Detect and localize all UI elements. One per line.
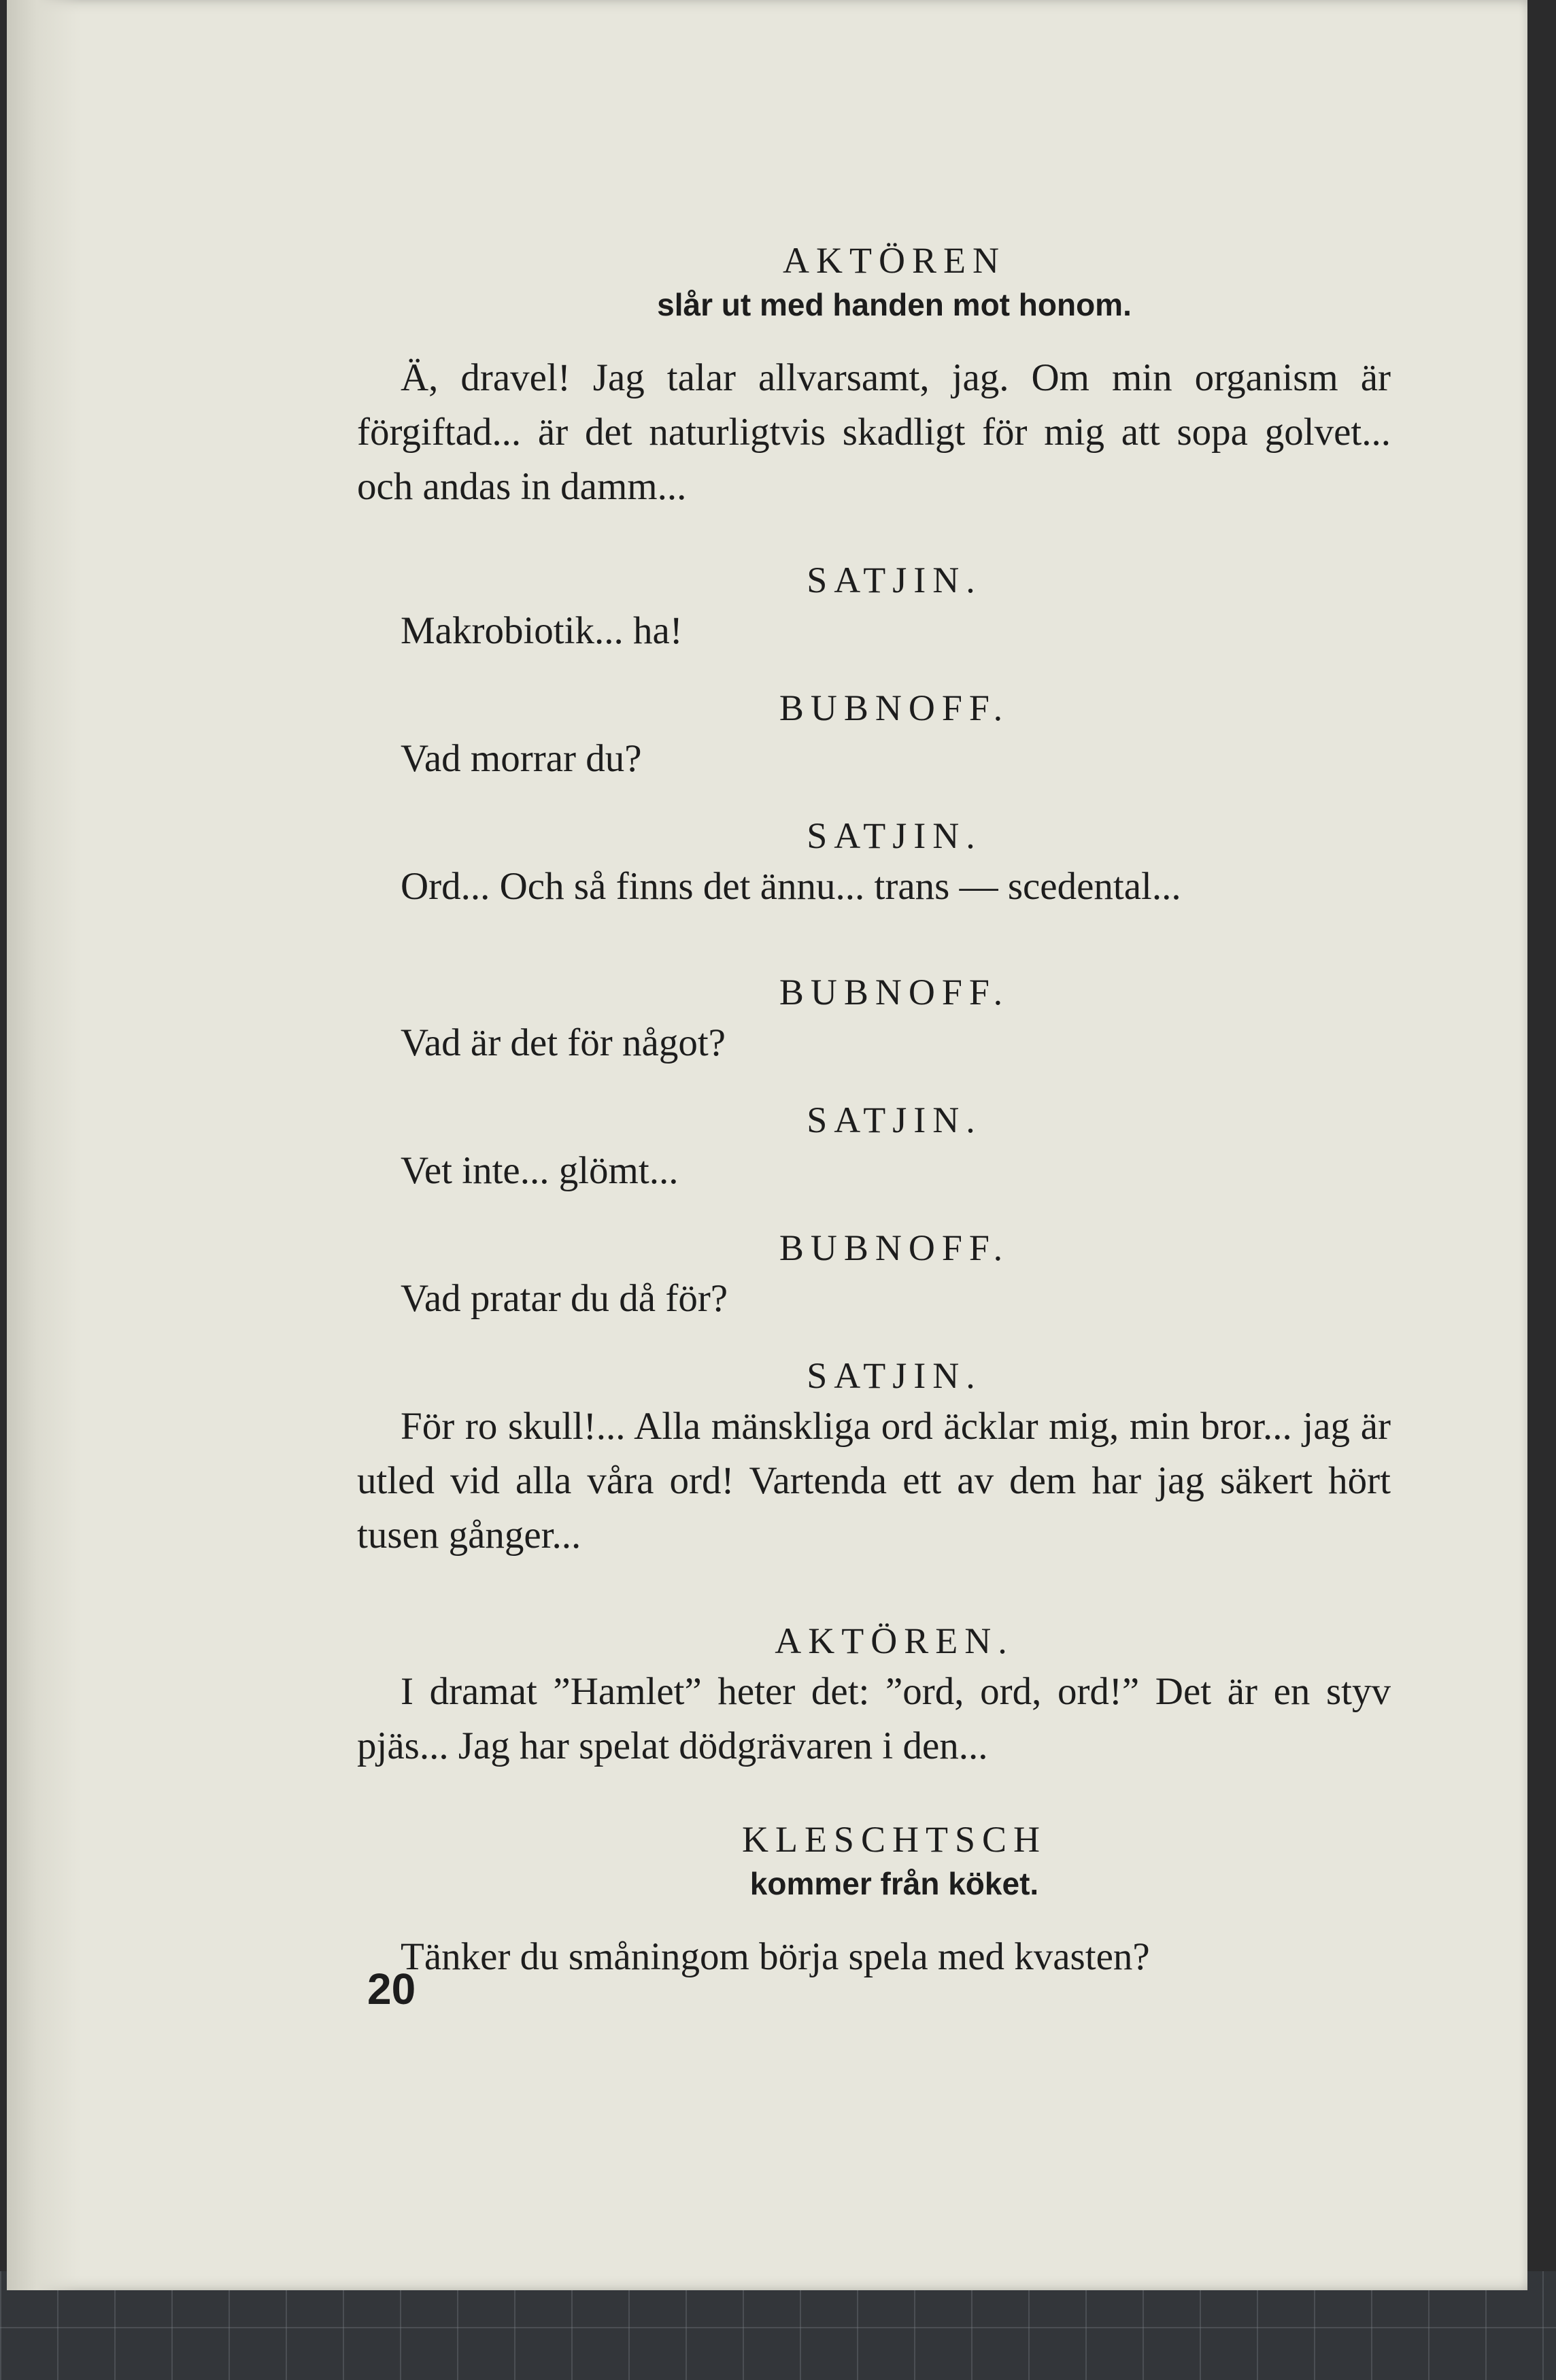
page-text [357,237,1391,1984]
page-number: 20 [367,1965,416,2013]
dialogue-line: Ord... Och så finns det ännu... trans — scedental... [401,865,1181,908]
dialogue-line: I dramat ”Hamlet” heter det: ”ord, ord, ord!” Det är en styv pjäs... Jag har spelat dödgrävaren i den... [357,1670,1391,1767]
speaker-name: KLESCHTSCH [741,1819,1047,1860]
speaker-name: SATJIN. [807,1100,982,1140]
dialogue-line: För ro skull!... Alla mänskliga ord äcklar mig, min bror... jag är utled vid alla våra ord! Vartenda ett av dem har jag säkert hört tusen gånger... [357,1405,1391,1557]
dialogue-line: Ä, dravel! Jag talar allvarsamt, jag. Om min organism är förgiftad... är det naturligtvis skadligt för mig att sopa golvet... och andas in damm... [357,356,1391,508]
dialogue-line: Tänker du småningom börja spela med kvasten? [401,1935,1150,1978]
speaker-name: BUBNOFF. [779,972,1010,1013]
dialogue-line: Vad morrar du? [401,737,642,780]
dialogue-line: Makrobiotik... ha! [401,609,683,652]
stage-direction: kommer från köket. [749,1866,1039,1901]
dialogue-line: Vad är det för något? [401,1021,726,1064]
page-gutter [7,0,82,2290]
speaker-name: SATJIN. [807,1355,982,1396]
speaker-name: BUBNOFF. [779,687,1010,728]
speaker-name: AKTÖREN. [775,1620,1014,1661]
dialogue-line: Vet inte... glömt... [401,1149,679,1192]
stage-direction: slår ut med handen mot honom. [657,287,1132,322]
dialogue-line: Vad pratar du då för? [401,1277,728,1320]
speaker-name: BUBNOFF. [779,1227,1010,1268]
speaker-name: AKTÖREN [783,240,1006,281]
speaker-name: SATJIN. [807,560,982,600]
speaker-name: SATJIN. [807,815,982,856]
book-page [7,0,1527,2290]
